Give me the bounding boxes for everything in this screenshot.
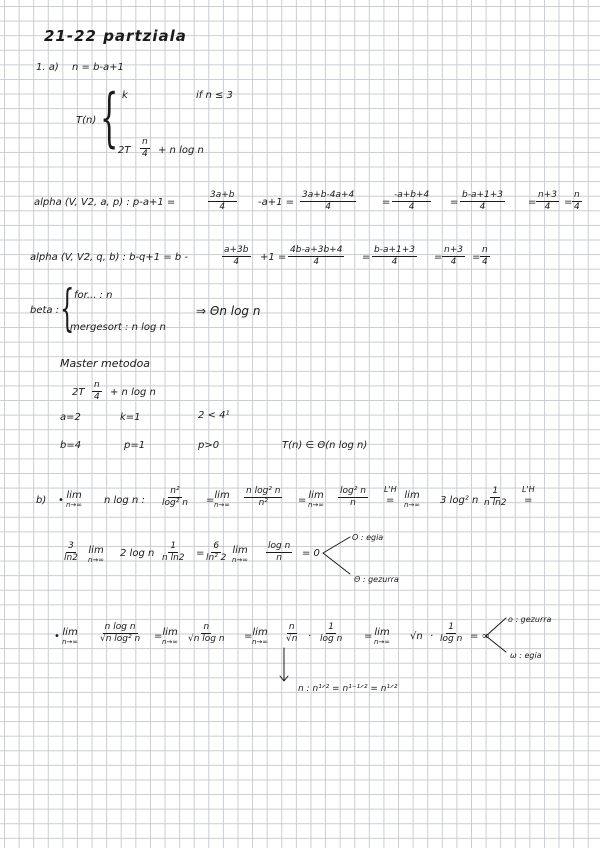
equals: = (154, 631, 163, 642)
beta-label: beta : (30, 305, 60, 316)
numerator: 1 (170, 541, 177, 551)
denominator: √n log n (188, 634, 225, 644)
denominator: 4 (391, 257, 398, 267)
numerator: n log² n (246, 486, 281, 496)
denominator: n (350, 498, 356, 508)
recurrence-brace: { (100, 81, 119, 155)
equals: = (244, 631, 253, 642)
lim-sub: n→∞ (374, 638, 391, 646)
master-2T: 2T (72, 387, 85, 398)
r3-infinity: = ∞ (470, 631, 490, 642)
equals: = (434, 252, 443, 263)
alpha2-mid: +1 = (260, 252, 287, 263)
p-value: p=1 (124, 440, 146, 451)
lim-sub: n→∞ (66, 501, 83, 509)
numerator: 1 (448, 622, 455, 632)
bullet: • (54, 631, 60, 642)
equals: = (206, 495, 215, 506)
r2-branch-bottom: Θ : gezurra (354, 575, 399, 584)
denominator: 4 (408, 202, 415, 212)
numerator: b-a+1+3 (374, 245, 416, 255)
numerator: 6 (213, 541, 220, 551)
numerator: b-a+1+3 (462, 190, 504, 200)
lim-word: lim (88, 545, 104, 556)
master-rest: + n log n (110, 387, 156, 398)
lhopital-mark: L'H (384, 485, 397, 494)
part-a-label: 1. a) (36, 62, 59, 73)
equals: = (196, 548, 205, 559)
lim-sub: n→∞ (88, 556, 105, 564)
r3-sqrt: √n (410, 631, 423, 642)
equals: = (450, 197, 459, 208)
denominator: 4 (325, 202, 331, 212)
lim-word: lim (66, 490, 82, 501)
denominator: 4 (544, 202, 551, 212)
beta-mergesort: mergesort : n log n (70, 322, 166, 333)
denominator: log n (440, 634, 463, 644)
numerator: n² (170, 486, 180, 496)
numerator: n log n (104, 622, 136, 632)
lim-sub: n→∞ (162, 638, 179, 646)
case1-condition: if n ≤ 3 (196, 90, 233, 101)
equals: = (298, 495, 307, 506)
lim-word: lim (252, 627, 268, 638)
note-arrow (280, 648, 288, 681)
a-value: a=2 (60, 412, 81, 423)
denominator: 4 (482, 257, 488, 267)
denominator: ln² 2 (206, 553, 227, 563)
denominator: 4 (479, 202, 486, 212)
beta-result: ⇒ Θn log n (196, 304, 261, 318)
numerator: a+3b (224, 245, 249, 255)
r2-branch-top: O : egia (352, 533, 384, 542)
denominator: 4 (450, 257, 457, 267)
equals: = (528, 197, 537, 208)
comparison: 2 < 4¹ (198, 410, 230, 421)
k-value: k=1 (120, 412, 141, 423)
numerator: 3a+b-4a+4 (302, 190, 355, 200)
n-definition: n = b-a+1 (72, 62, 124, 73)
numerator: 1 (492, 486, 499, 496)
r3-branch-bottom: ω : egia (510, 651, 542, 660)
numerator: n (288, 622, 295, 632)
alpha2-lhs: alpha (V, V2, q, b) : b-q+1 = b - (30, 252, 189, 263)
case2-2T: 2T (118, 145, 131, 156)
denominator: 4 (574, 202, 580, 212)
lim-sub: n→∞ (62, 638, 79, 646)
beta-brace: { (60, 279, 75, 337)
denominator: log n (320, 634, 343, 644)
lim-word: lim (162, 627, 178, 638)
equals: = (382, 197, 391, 208)
r2-2logn: 2 log n (120, 548, 155, 559)
lhopital-mark: L'H (522, 485, 535, 494)
denominator: log² n (162, 498, 188, 508)
denominator: n (276, 553, 282, 563)
equals: = (362, 252, 371, 263)
denominator: 4 (233, 257, 240, 267)
equals: = (364, 631, 373, 642)
lim-word: lim (404, 490, 420, 501)
lim-sub: n→∞ (232, 556, 249, 564)
numerator: 4b-a+3b+4 (290, 245, 343, 255)
numerator: n+3 (538, 190, 557, 200)
page-title: 21-22 partziala (44, 27, 187, 45)
lim-word: lim (308, 490, 324, 501)
dot: · (430, 631, 434, 642)
denominator: ln2 (64, 553, 78, 563)
lim-sub: n→∞ (404, 501, 421, 509)
r2-zero: = 0 (302, 548, 320, 559)
beta-for: for... : n (74, 290, 113, 301)
alpha1-lhs: alpha (V, V2, a, p) : p-a+1 = (34, 197, 176, 208)
p-condition: p>0 (198, 440, 220, 451)
numerator: n (482, 245, 488, 255)
numerator: 1 (328, 622, 335, 632)
r1-3log2n: 3 log² n (440, 495, 479, 506)
numerator: n (203, 622, 210, 632)
equals: = (564, 197, 573, 208)
numerator: n (142, 137, 148, 147)
recurrence-lhs: T(n) (76, 115, 97, 126)
part-b-label: b) (36, 495, 47, 506)
equals: = (524, 495, 533, 506)
b-value: b=4 (60, 440, 82, 451)
r1-nlogn: n log n : (104, 495, 145, 506)
denominator: 4 (94, 392, 100, 402)
case1-value: k (122, 90, 128, 101)
r3-branch-top: o : gezurra (508, 615, 552, 624)
master-title: Master metodoa (60, 357, 151, 370)
equals: = (386, 495, 395, 506)
denominator: n ln2 (162, 553, 185, 563)
lim-sub: n→∞ (214, 501, 231, 509)
denominator: √n log² n (100, 634, 141, 644)
denominator: n ln2 (484, 498, 507, 508)
denominator: 4 (219, 202, 226, 212)
lim-sub: n→∞ (252, 638, 269, 646)
conclusion: T(n) ∈ Θ(n log n) (282, 440, 368, 451)
numerator: 3 (68, 541, 74, 551)
branch-lines-r3 (486, 618, 506, 652)
case2-rest: + n log n (158, 145, 204, 156)
denominator: 4 (313, 257, 320, 267)
lim-word: lim (374, 627, 390, 638)
bullet: • (58, 495, 64, 506)
alpha1-mid: -a+1 = (258, 197, 295, 208)
lim-word: lim (62, 627, 78, 638)
numerator: n (94, 380, 100, 390)
branch-lines-r2 (323, 537, 350, 574)
dot: · (308, 631, 312, 642)
denominator: √n (286, 634, 298, 644)
equals: = (472, 252, 481, 263)
lim-word: lim (232, 545, 248, 556)
numerator: log n (268, 541, 291, 551)
r3-exponent-note: n : n¹ᐟ² = n¹⁻¹ᐟ² = n¹ᐟ² (298, 684, 398, 694)
numerator: -a+b+4 (394, 190, 430, 200)
numerator: n (574, 190, 580, 200)
denominator: n² (258, 498, 268, 508)
numerator: 3a+b (210, 190, 235, 200)
numerator: n+3 (444, 245, 463, 255)
denominator: 4 (142, 149, 148, 159)
lim-sub: n→∞ (308, 501, 325, 509)
lim-word: lim (214, 490, 230, 501)
numerator: log² n (340, 486, 366, 496)
